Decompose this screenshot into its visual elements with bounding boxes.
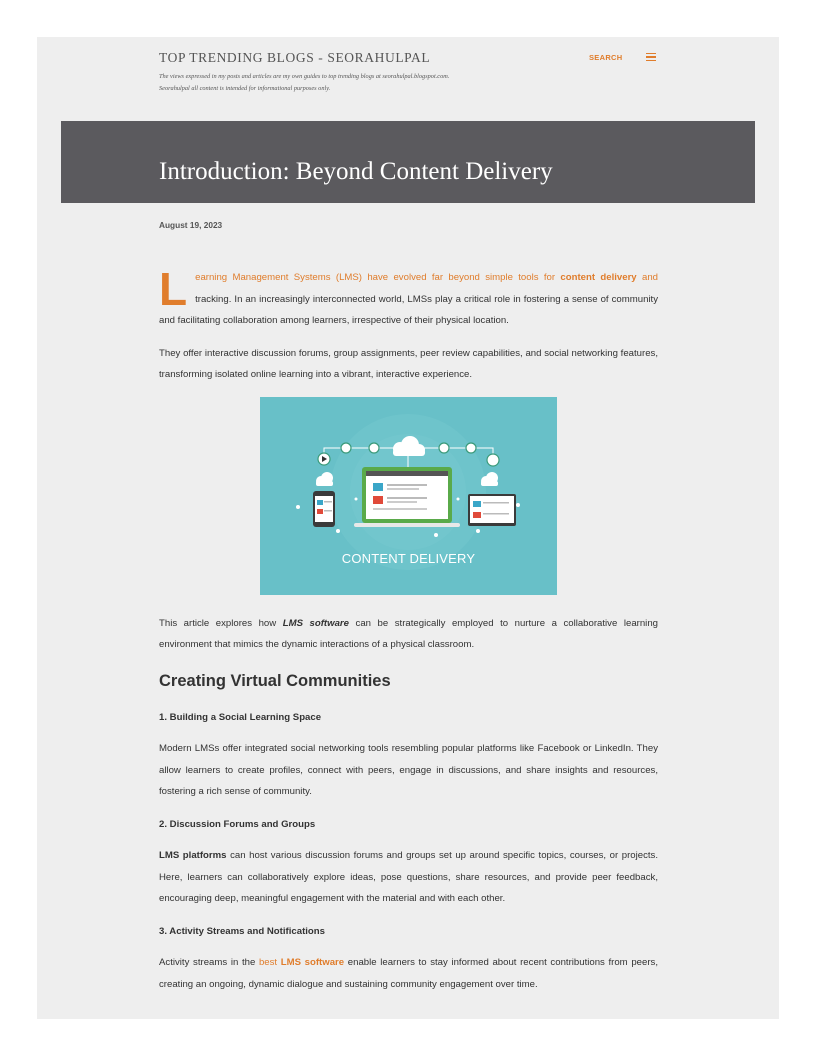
post-title-banner (61, 121, 755, 203)
description-line-2: Seorahulpal all content is intended for informational purposes only. (159, 85, 331, 92)
subsection-2-text (159, 845, 658, 910)
section-heading: Creating Virtual Communities (159, 671, 391, 690)
content-delivery-caption: CONTENT DELIVERY (341, 550, 476, 566)
subsection-3-title: 3. Activity Streams and Notifications (159, 925, 325, 937)
hamburger-menu-icon[interactable] (646, 53, 656, 61)
p3-before: This article explores how (159, 617, 283, 629)
post-body (159, 263, 658, 1006)
search-button[interactable]: SEARCH (589, 53, 623, 62)
paragraph-3 (159, 613, 658, 656)
description-line-1: The views expressed in my posts and articles are my own guides to top trending blogs at seorahulpal.blogspot.com. (159, 73, 450, 80)
intro-link-after: and (636, 272, 658, 283)
intro-link-text: earning Management Systems (LMS) have evolved far beyond simple tools for (195, 272, 561, 283)
intro-paragraph (159, 263, 658, 332)
s3-after: enable learners to stay informed about recent contributions from peers, creating an ongoing, dynamic dialogue and sustaining community engagement over time. (159, 957, 658, 990)
blog-title[interactable]: TOP TRENDING BLOGS - SEORAHULPAL (159, 50, 431, 65)
intro-rest: tracking. In an increasingly interconnected world, LMSs play a critical role in fostering a sense of community and facilitating collaboration among learners, irrespective of their physical location. (159, 293, 658, 326)
drop-cap: L (159, 263, 188, 315)
blog-header (159, 50, 659, 66)
subsection-1-text: Modern LMSs offer integrated social networking tools resembling popular platforms like Facebook or LinkedIn. They allow learners to create profiles, connect with peers, engage in discussions, and share insights and resources, fostering a rich sense of community. (159, 743, 658, 797)
p3-bold-lms-software: LMS software (282, 617, 349, 629)
post-title: Introduction: Beyond Content Delivery (159, 158, 553, 185)
paragraph-2: They offer interactive discussion forums, group assignments, peer review capabilities, and social networking features, transforming isolated online learning into a vibrant, interactive experience. (159, 347, 658, 380)
blog-page (37, 37, 779, 1019)
s3-before: Activity streams in the (159, 957, 259, 968)
lms-content-delivery-link[interactable] (195, 272, 658, 283)
s3-link-bold: LMS software (280, 957, 345, 968)
s2-text: can host various discussion forums and groups set up around specific topics, courses, or projects. Here, learners can collaboratively explore ideas, pose questions, share resources, and provide peer feedback, encouraging deep, meaningful engagement with the material and with each other. (159, 850, 658, 904)
subsection-2-title: 2. Discussion Forums and Groups (159, 818, 316, 830)
content-delivery-image (260, 397, 557, 595)
post-date[interactable]: August 19, 2023 (159, 220, 223, 230)
p3-after: can be strategically employed to nurture a collaborative learning environment that mimics the dynamic interactions of a physical classroom. (159, 617, 658, 650)
subsection-3-text (159, 952, 658, 995)
s2-bold-lms-platforms: LMS platforms (159, 850, 227, 861)
blog-description (159, 71, 579, 95)
best-lms-software-link[interactable] (259, 957, 344, 968)
subsection-1-title: 1. Building a Social Learning Space (159, 711, 322, 723)
s3-link: best (258, 957, 281, 968)
intro-link-bold: content delivery (560, 272, 637, 283)
